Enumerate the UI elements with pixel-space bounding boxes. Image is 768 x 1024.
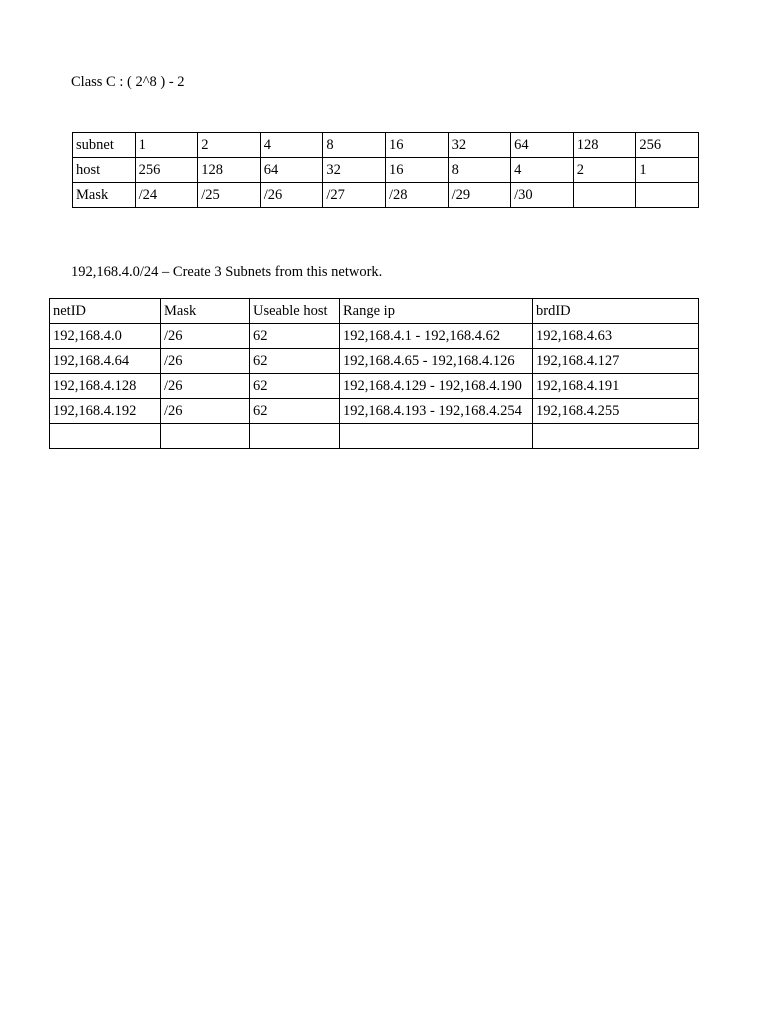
table-cell: 64	[260, 158, 323, 183]
table-cell: 64	[511, 133, 574, 158]
table-row-subnet	[73, 133, 699, 158]
table-cell: /26	[260, 183, 323, 208]
table-cell: 192,168.4.65 - 192,168.4.126	[340, 349, 533, 374]
table-cell: 192,168.4.255	[533, 399, 699, 424]
column-header-brdid: brdID	[533, 299, 699, 324]
table-cell: 16	[385, 158, 448, 183]
table-cell: 192,168.4.191	[533, 374, 699, 399]
table-cell	[161, 424, 250, 449]
row-label-subnet: subnet	[73, 133, 136, 158]
subnetting-task: 192,168.4.0/24 – Create 3 Subnets from this network.	[71, 264, 383, 280]
subnet-result-table	[49, 298, 699, 449]
table-cell: 192,168.4.129 - 192,168.4.190	[340, 374, 533, 399]
row-label-mask: Mask	[73, 183, 136, 208]
table-cell: 128	[573, 133, 636, 158]
table-cell: 62	[250, 374, 340, 399]
table-cell: 62	[250, 324, 340, 349]
column-header-mask: Mask	[161, 299, 250, 324]
table-header-row	[50, 299, 699, 324]
column-header-netid: netID	[50, 299, 161, 324]
table-cell	[573, 183, 636, 208]
table-cell: 4	[260, 133, 323, 158]
column-header-useable-host: Useable host	[250, 299, 340, 324]
table-cell: 128	[198, 158, 261, 183]
table-row	[50, 374, 699, 399]
table-cell: 32	[448, 133, 511, 158]
table-cell: 256	[135, 158, 198, 183]
table-cell: 1	[636, 158, 699, 183]
table-cell	[636, 183, 699, 208]
table-cell: 192,168.4.1 - 192,168.4.62	[340, 324, 533, 349]
table-row-mask	[73, 183, 699, 208]
table-cell: /28	[385, 183, 448, 208]
table-cell: 256	[636, 133, 699, 158]
table-cell: 192,168.4.193 - 192,168.4.254	[340, 399, 533, 424]
table-cell	[50, 424, 161, 449]
table-cell: 16	[385, 133, 448, 158]
table-cell	[250, 424, 340, 449]
table-cell: 8	[323, 133, 386, 158]
column-header-range-ip: Range ip	[340, 299, 533, 324]
table-cell: 62	[250, 349, 340, 374]
table-cell: 192,168.4.0	[50, 324, 161, 349]
table-cell: /30	[511, 183, 574, 208]
table-cell: 192,168.4.63	[533, 324, 699, 349]
table-cell: /26	[161, 399, 250, 424]
table-cell: 192,168.4.127	[533, 349, 699, 374]
table-cell	[533, 424, 699, 449]
table-cell: 192,168.4.128	[50, 374, 161, 399]
row-label-host: host	[73, 158, 136, 183]
table-row	[50, 349, 699, 374]
table-cell: 62	[250, 399, 340, 424]
class-c-formula: Class C : ( 2^8 ) - 2	[71, 74, 185, 90]
table-cell: 192,168.4.64	[50, 349, 161, 374]
table-cell: 192,168.4.192	[50, 399, 161, 424]
table-row-empty	[50, 424, 699, 449]
table-cell	[340, 424, 533, 449]
table-cell: /26	[161, 349, 250, 374]
table-cell: /29	[448, 183, 511, 208]
table-cell: /25	[198, 183, 261, 208]
table-cell: 2	[198, 133, 261, 158]
table-cell: 1	[135, 133, 198, 158]
table-cell: /26	[161, 324, 250, 349]
table-row	[50, 324, 699, 349]
table-cell: 32	[323, 158, 386, 183]
table-cell: /27	[323, 183, 386, 208]
table-cell: /24	[135, 183, 198, 208]
table-cell: /26	[161, 374, 250, 399]
table-cell: 2	[573, 158, 636, 183]
table-row-host	[73, 158, 699, 183]
table-row	[50, 399, 699, 424]
subnet-host-mask-table	[72, 132, 699, 208]
table-cell: 8	[448, 158, 511, 183]
table-cell: 4	[511, 158, 574, 183]
